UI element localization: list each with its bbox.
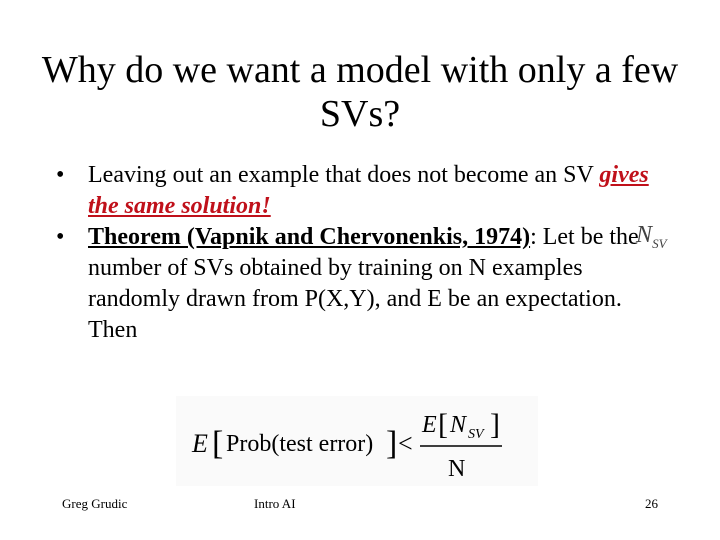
formula-prob-text: Prob(test error) [226,431,374,457]
footer-course: Intro AI [254,496,296,511]
formula-denominator: N [448,456,466,482]
nsv-symbol-overlap [628,222,667,253]
slide-title: Why do we want a model with only a few SVs? [41,49,679,135]
formula-num-n: N [450,412,467,438]
formula-svg [176,396,538,486]
bullet-item-theorem [56,222,676,346]
bullet-dot-icon: • [56,162,65,188]
theorem-label: Theorem (Vapnik and Chervonenkis, 1974) [88,224,531,250]
bound-formula-image [176,396,538,486]
overlap-letter: e [628,224,639,250]
bullet1-emphasis: gives the same solution! [88,162,649,219]
footer-author: Greg Grudic [62,496,128,511]
bullet-dot-icon: • [56,224,65,250]
formula-num-left-bracket: [ [438,408,448,441]
bullet1-text: Leaving out an example that does not become an SV [88,162,600,188]
theorem-body: number of SVs obtained by training on N examples randomly drawn from P(X,Y), and E be an expectation. Then [88,255,622,343]
bullet-list [56,160,676,346]
formula-num-e: E [422,412,437,438]
formula-num-right-bracket: ] [490,408,500,441]
theorem-intro: : Let be th [530,224,629,250]
formula-num-sub: SV [468,427,484,442]
nsv-inline-symbol [636,220,666,259]
bullet-item-leave-out [56,160,676,222]
nsv-inline-n: N [636,222,653,248]
formula-right-bracket: ] [386,425,398,462]
footer-page-number: 26 [645,496,658,511]
formula-left-bracket: [ [212,425,224,462]
formula-lhs-e: E [192,429,208,458]
formula-relation: < [398,429,413,458]
nsv-inline-sub: SV [652,235,667,251]
